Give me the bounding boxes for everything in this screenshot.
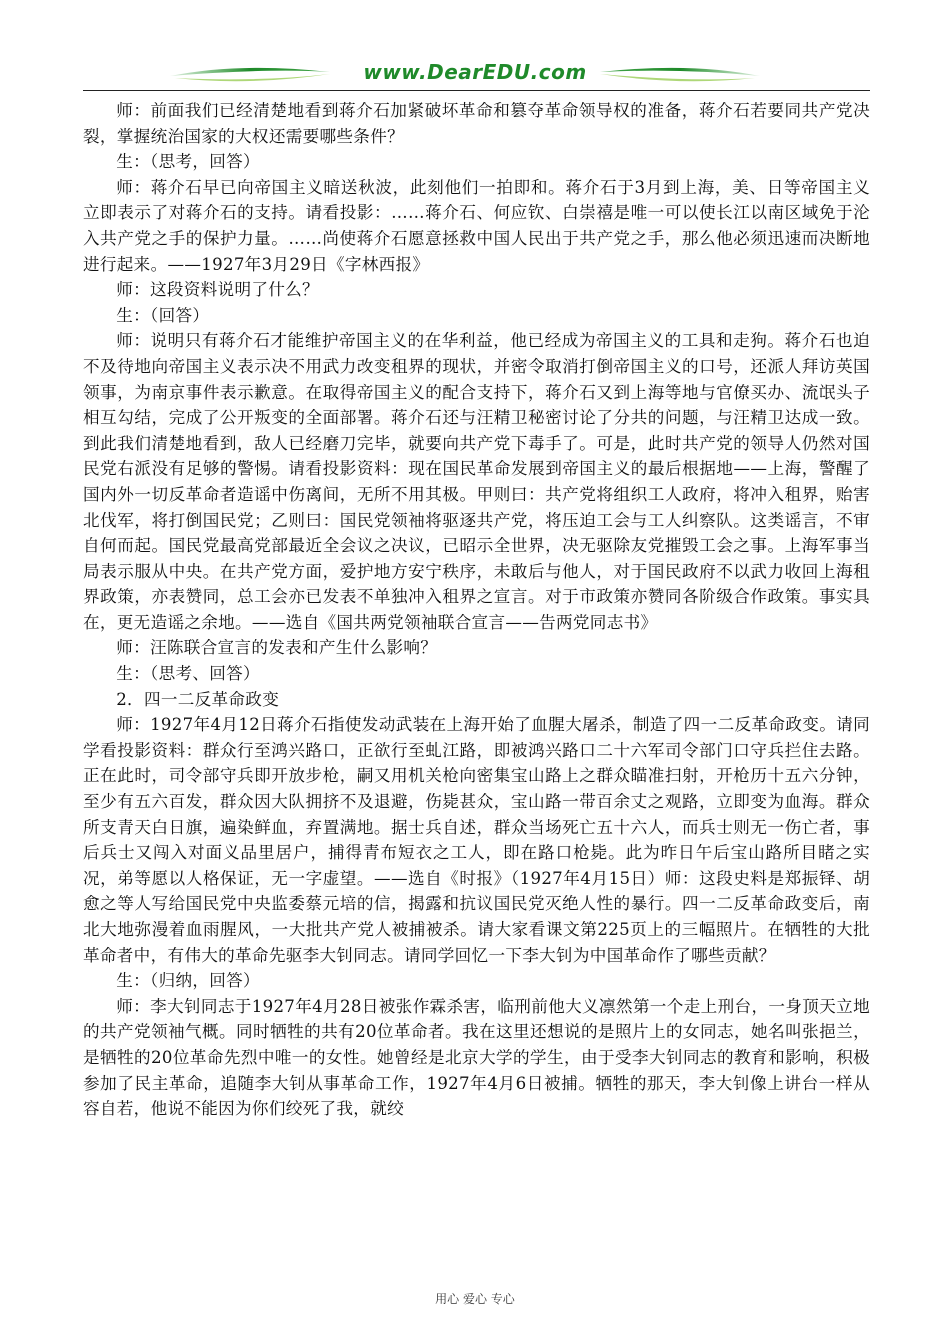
- paragraph: 师：这段资料说明了什么？: [116, 280, 319, 300]
- paragraph: 生：（思考、回答）: [116, 664, 260, 684]
- paragraph: 师：李大钊同志于1927年4月28日被张作霖杀害，临刑前他大义凛然第一个走上刑台，一身顶天立地的共产党领袖气概。同时牺牲的共有20位革命者。我在这里还想说的是照片上的女同志，她名叫张挹兰，是牺牲的20位革命先烈中唯一的女性。她曾经是北京大学的学生，由于受李大钊同志的教育和影响，积极参加了民主革命，追随李大钊从事革命工作，1927年4月6日被捕。牺牲的那天，李大钊像上讲台一样从容自若，他说不能因为你们绞死了我，就绞: [83, 996, 870, 1119]
- section-heading: 2．四一二反革命政变: [116, 689, 280, 709]
- page-footer: 用心 爱心 专心: [435, 1292, 515, 1306]
- paragraph: 生：（归纳，回答）: [116, 971, 260, 991]
- document-body: [83, 98, 870, 1122]
- paragraph: 师：汪陈联合宣言的发表和产生什么影响？: [116, 638, 438, 658]
- paragraph: 师：前面我们已经清楚地看到蒋介石加紧破坏革命和篡夺革命领导权的准备，蒋介石若要同共产党决裂，掌握统治国家的大权还需要哪些条件？: [83, 101, 870, 146]
- paragraph: 师：说明只有蒋介石才能维护帝国主义的在华利益，他已经成为帝国主义的工具和走狗。蒋介石也迫不及待地向帝国主义表示决不用武力改变租界的现状，并密令取消打倒帝国主义的口号，还派人拜访英国领事，为南京事件表示歉意。在取得帝国主义的配合支持下，蒋介石又到上海等地与官僚买办、流氓头子相互勾结，完成了公开叛变的全面部署。蒋介石还与汪精卫秘密讨论了分共的问题，与汪精卫达成一致。到此我们清楚地看到，敌人已经磨刀完毕，就要向共产党下毒手了。可是，此时共产党的领导人仍然对国民党右派没有足够的警惕。请看投影资料：现在国民革命发展到帝国主义的最后根据地——上海，警醒了国内外一切反革命者造谣中伤离间，无所不用其极。甲则曰：共产党将组织工人政府，将冲入租界，贻害北伐军，将打倒国民党；乙则曰：国民党领袖将驱逐共产党，将压迫工会与工人纠察队。这类谣言，不审自何而起。国民党最高党部最近全会议之决议，已昭示全世界，决无驱除友党摧毁工会之事。上海军事当局表示服从中央。在共产党方面，爱护地方安宁秩序，未敢后与他人，对于国民政府不以武力收回上海租界政策，亦表赞同，总工会亦已发表不单独冲入租界之宣言。对于市政策亦赞同各阶级合作政策。事实具在，更无造谣之余地。——选自《国共两党领袖联合宣言——告两党同志书》: [83, 331, 870, 632]
- paragraph: 生：（回答）: [116, 305, 210, 325]
- paragraph: 师：蒋介石早已向帝国主义暗送秋波，此刻他们一拍即和。蒋介石于3月到上海，美、日等帝国主义立即表示了对蒋介石的支持。请看投影：……蒋介石、何应钦、白崇禧是唯一可以使长江以南区域免于沦入共产党之手的保护力量。……尚使蒋介石愿意拯救中国人民出于共产党之手，那么他必须迅速而决断地进行起来。——1927年3月29日《字林西报》: [83, 177, 870, 274]
- paragraph: 生：（思考，回答）: [116, 152, 260, 172]
- paragraph: 师：1927年4月12日蒋介石指使发动武装在上海开始了血腥大屠杀，制造了四一二反革命政变。请同学看投影资料：群众行至鸿兴路口，正欲行至虬江路，即被鸿兴路口二十六军司令部门口守兵拦住去路。正在此时，司令部守兵即开放步枪，嗣又用机关枪向密集宝山路上之群众瞄准扫射，开枪历十五六分钟，至少有五六百发，群众因大队拥挤不及退避，伤毙甚众，宝山路一带百余丈之观路，立即变为血海。群众所支青天白日旗，遍染鲜血，弃置满地。据士兵自述，群众当场死亡五十六人，而兵士则无一伤亡者，事后兵士又闯入对面义品里居户，捕得青布短衣之工人，即在路口枪毙。此为昨日午后宝山路所目睹之实况，弟等愿以人格保证，无一字虚望。——选自《时报》（1927年4月15日）师：这段史料是郑振铎、胡愈之等人写给国民党中央监委蔡元培的信，揭露和抗议国民党灭绝人性的暴行。四一二反革命政变后，南北大地弥漫着血雨腥风，一大批共产党人被捕被杀。请大家看课文第225页上的三幅照片。在牺牲的大批革命者中，有伟大的革命先驱李大钊同志。请同学回忆一下李大钊为中国革命作了哪些贡献？: [83, 715, 870, 965]
- header-divider: [83, 90, 870, 91]
- site-brand-logo: www.DearEDU.com: [363, 60, 587, 84]
